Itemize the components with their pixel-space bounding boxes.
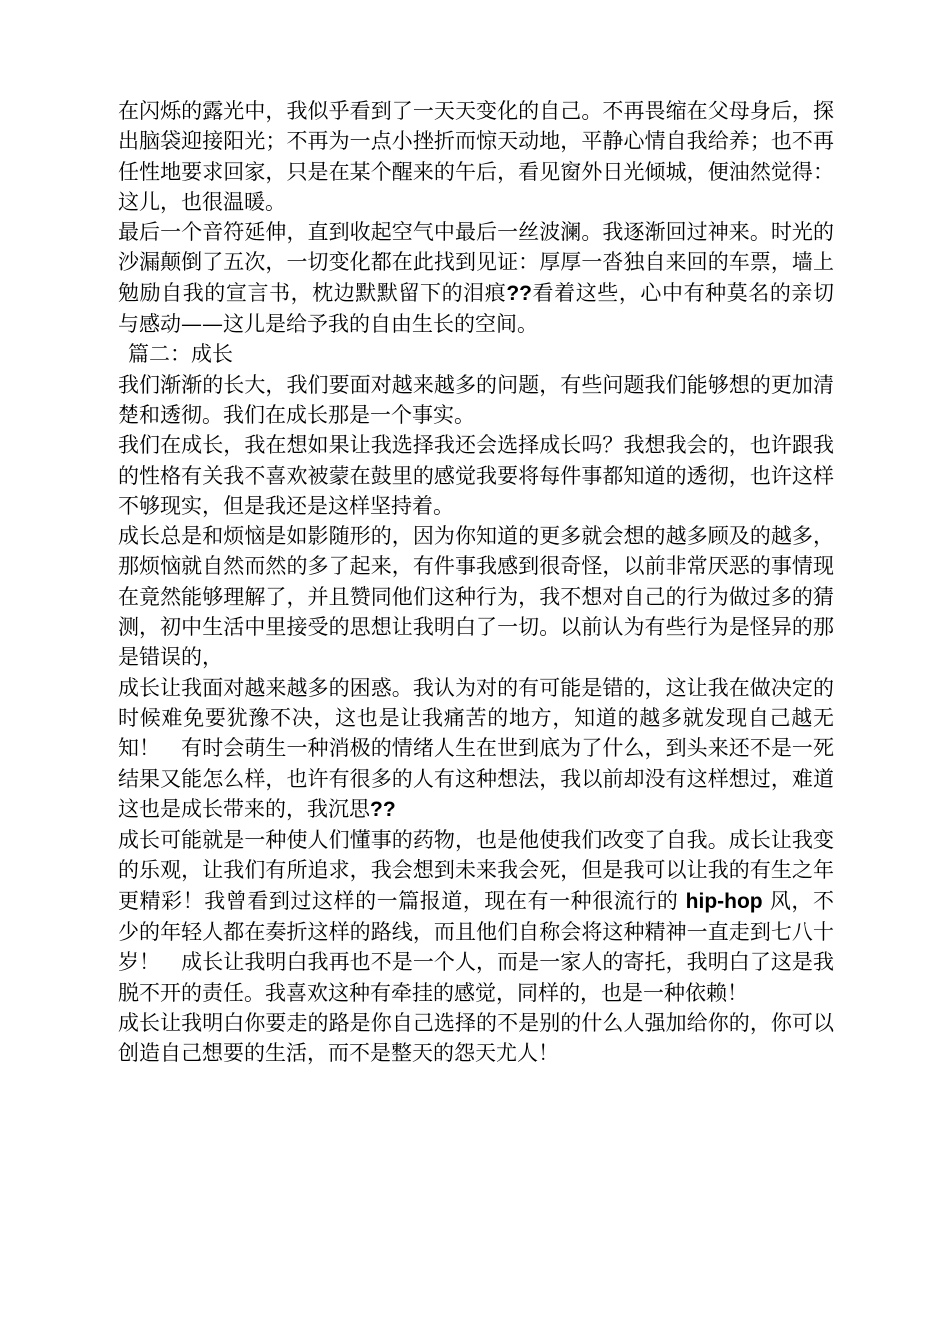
text-segment: 成长可能就是一种使人们懂事的药物，也是他使我们改变了自我。成长让我变的乐观，让我们有所追求，我会想到未来我会死，但是我可以让我的有生之年更精彩！我曾看到过这样的一篇报道，现在有一种很流行的 <box>118 828 834 913</box>
body-paragraph <box>118 1008 834 1069</box>
body-paragraph <box>118 370 834 431</box>
text-segment: 我们渐渐的长大，我们要面对越来越多的问题，有些问题我们能够想的更加清楚和透彻。我们在成长那是一个事实。 <box>118 372 834 427</box>
section-heading <box>118 339 834 369</box>
bold-text-segment: ?? <box>370 797 396 821</box>
text-segment: 在闪烁的露光中，我似乎看到了一天天变化的自己。不再畏缩在父母身后，探出脑袋迎接阳光；不再为一点小挫折而惊天动地，平静心情自我给养；也不再任性地要求回家，只是在某个醒来的午后，看见窗外日光倾城，便油然觉得：这儿，也很温暖。 <box>118 99 834 214</box>
body-paragraph <box>118 217 834 339</box>
body-paragraph <box>118 521 834 672</box>
text-segment: 篇二：成长 <box>128 342 233 367</box>
body-paragraph <box>118 96 834 217</box>
body-paragraph <box>118 430 834 521</box>
body-paragraph <box>118 673 834 825</box>
body-paragraph <box>118 825 834 1008</box>
text-segment: 看着这些，心中有种莫名的亲切与感动——这儿是给予我的自由生长的空间。 <box>118 280 835 337</box>
text-segment: 最后一个音符延伸，直到收起空气中最后一丝波澜。我逐渐回过神来。时光的沙漏颠倒了五次，一切变化都在此找到见证：厚厚一沓独自来回的车票，墙上勉励自我的宣言书，枕边默默留下的泪痕 <box>118 220 834 305</box>
document-page <box>118 96 834 1069</box>
text-segment: 我们在成长，我在想如果让我选择我还会选择成长吗？我想我会的，也许跟我的性格有关我不喜欢被蒙在鼓里的感觉我要将每件事都知道的透彻，也许这样不够现实，但是我还是这样坚持着。 <box>118 433 834 518</box>
bold-text-segment: hip-hop <box>685 889 763 913</box>
text-segment: 风，不少的年轻人都在奏折这样的路线，而且他们自称会将这种精神一直走到七八十岁！ 成长让我明白我再也不是一个人，而是一家人的寄托，我明白了这是我脱不开的责任。我喜欢这种有牵挂的感觉，同样的，也是一种依赖！ <box>118 888 834 1005</box>
text-segment: 成长让我面对越来越多的困惑。我认为对的有可能是错的，这让我在做决定的时候难免要犹豫不决，这也是让我痛苦的地方，知道的越多就发现自己越无知！ 有时会萌生一种消极的情绪人生在世到底为了什么，到头来还不是一死结果又能怎么样，也许有很多的人有这种想法，我以前却没有这样想过，难道这也是成长带来的，我沉思 <box>118 675 834 821</box>
text-segment: 成长让我明白你要走的路是你自己选择的不是别的什么人强加给你的，你可以创造自己想要的生活，而不是整天的怨天尤人！ <box>118 1010 834 1066</box>
bold-text-segment: ?? <box>506 281 532 305</box>
text-segment: 成长总是和烦恼是如影随形的，因为你知道的更多就会想的越多顾及的越多，那烦恼就自然而然的多了起来，有件事我感到很奇怪，以前非常厌恶的事情现在竟然能够理解了，并且赞同他们这种行为，我不想对自己的行为做过多的猜测，初中生活中里接受的思想让我明白了一切。以前认为有些行为是怪异的那是错误的， <box>118 524 834 670</box>
